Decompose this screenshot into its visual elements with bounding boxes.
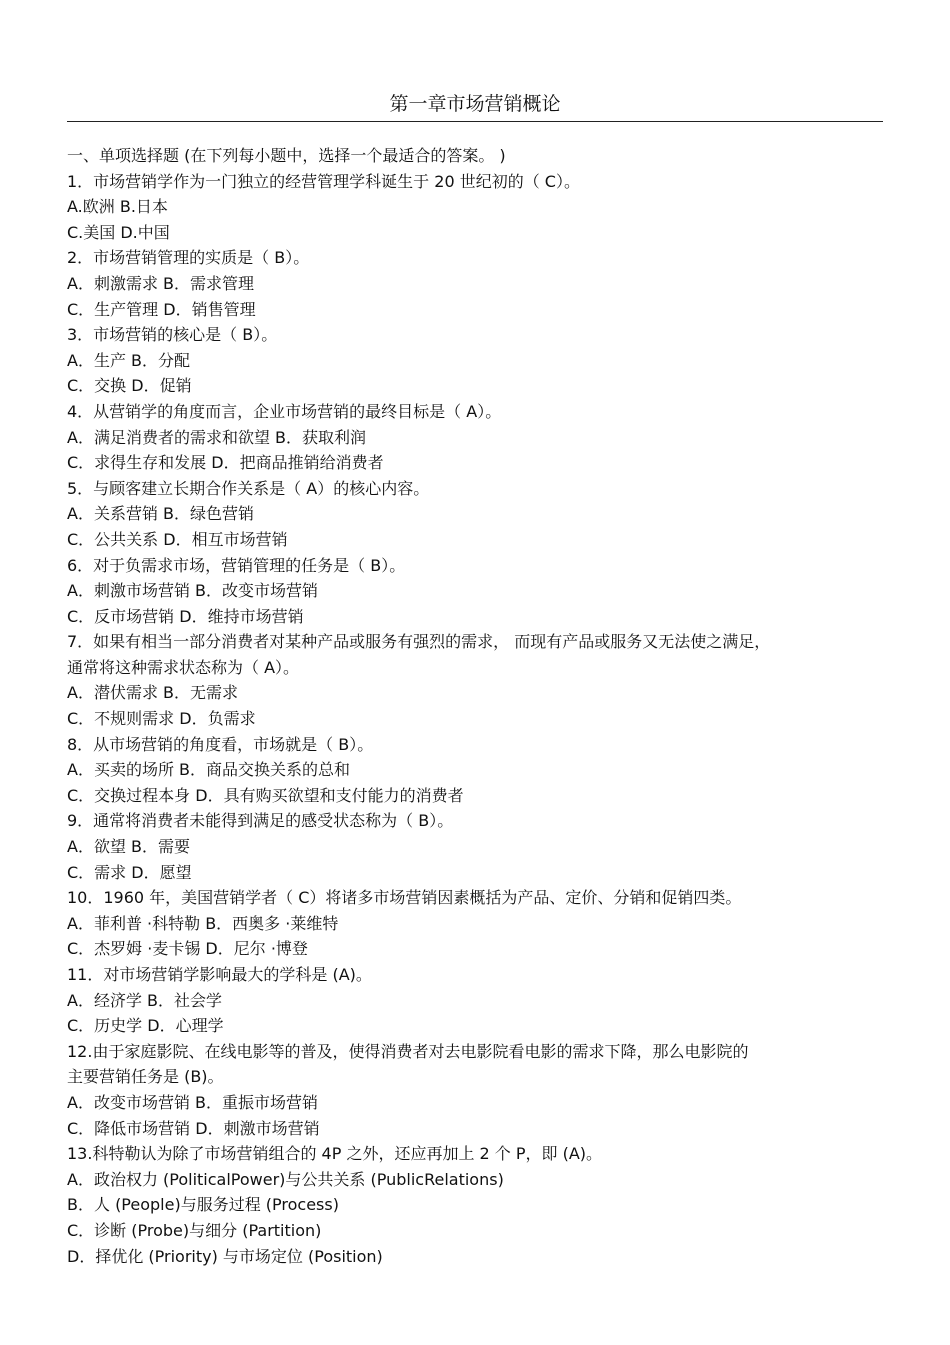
text-line: C．反市场营销 D．维持市场营销 [67, 606, 304, 626]
text-line: A．刺激市场营销 B．改变市场营销 [67, 581, 319, 601]
text-line: 13.科特勒认为除了市场营销组合的 4P 之外，还应再加上 2 个 P，即 (A)。 [67, 1144, 603, 1164]
text-line: A．经济学 B．社会学 [67, 990, 223, 1010]
text-line: C．杰罗姆 ·麦卡锡 D．尼尔 ·博登 [67, 939, 308, 959]
title-divider [67, 121, 883, 122]
text-line: 10．1960 年，美国营销学者（ C）将诸多市场营销因素概括为产品、定价、分销和促销四类。 [67, 888, 742, 908]
text-line: C．不规则需求 D．负需求 [67, 709, 256, 729]
text-line: 12.由于家庭影院、在线电影等的普及，使得消费者对去电影院看电影的需求下降，那么电影院的 [67, 1041, 749, 1061]
text-line: 通常将这种需求状态称为（ A）。 [67, 657, 300, 677]
text-line: A．菲利普 ·科特勒 B．西奥多 ·莱维特 [67, 913, 339, 933]
text-line: C．公共关系 D．相互市场营销 [67, 529, 288, 549]
text-line: 一、单项选择题 (在下列每小题中，选择一个最适合的答案。 ) [67, 146, 506, 165]
text-line: A．买卖的场所 B．商品交换关系的总和 [67, 760, 351, 780]
text-line: A．改变市场营销 B．重振市场营销 [67, 1092, 319, 1112]
text-line: 主要营销任务是 (B)。 [67, 1067, 224, 1087]
text-line: A.欧洲 B.日本 [67, 197, 168, 217]
text-line: 8．从市场营销的角度看，市场就是（ B）。 [67, 734, 374, 754]
text-line: C．诊断 (Probe)与细分 (Partition) [67, 1220, 322, 1240]
text-line: C．历史学 D．心理学 [67, 1016, 224, 1036]
text-line: A．潜伏需求 B．无需求 [67, 683, 239, 703]
chapter-title: 第一章市场营销概论 [389, 93, 561, 115]
text-line: C．交换过程本身 D．具有购买欲望和支付能力的消费者 [67, 785, 464, 805]
question-list [67, 143, 883, 1269]
text-line: A．欲望 B．需要 [67, 837, 191, 857]
text-line: A．政治权力 (PoliticalPower)与公共关系 (PublicRelations) [67, 1169, 504, 1189]
text-line: 3．市场营销的核心是（ B）。 [67, 325, 278, 345]
text-line: A．生产 B．分配 [67, 350, 191, 370]
text-line: C．需求 D．愿望 [67, 862, 192, 882]
text-line: A．满足消费者的需求和欲望 B．获取利润 [67, 427, 367, 447]
text-line: A．刺激需求 B．需求管理 [67, 273, 255, 293]
text-line: C．求得生存和发展 D．把商品推销给消费者 [67, 453, 384, 473]
text-line: C.美国 D.中国 [67, 222, 170, 242]
text-line: C．生产管理 D．销售管理 [67, 299, 256, 319]
text-line: 1．市场营销学作为一门独立的经营管理学科诞生于 20 世纪初的（ C）。 [67, 171, 580, 191]
text-line: 7．如果有相当一部分消费者对某种产品或服务有强烈的需求， 而现有产品或服务又无法使之满足， [67, 632, 771, 652]
text-line: B．人 (People)与服务过程 (Process) [67, 1195, 339, 1215]
text-line: 4．从营销学的角度而言，企业市场营销的最终目标是（ A）。 [67, 401, 502, 421]
text-line: 2．市场营销管理的实质是（ B）。 [67, 248, 310, 268]
text-line: 11．对市场营销学影响最大的学科是 (A)。 [67, 965, 372, 984]
text-line: 6．对于负需求市场，营销管理的任务是（ B）。 [67, 555, 406, 575]
text-line: 5．与顾客建立长期合作关系是（ A）的核心内容。 [67, 478, 430, 498]
text-line: A．关系营销 B．绿色营销 [67, 504, 255, 524]
text-line: 9．通常将消费者未能得到满足的感受状态称为（ B）。 [67, 811, 454, 831]
text-line: C．降低市场营销 D．刺激市场营销 [67, 1118, 320, 1138]
text-line: C．交换 D．促销 [67, 376, 192, 396]
text-line: D．择优化 (Priority) 与市场定位 (Position) [67, 1246, 383, 1266]
